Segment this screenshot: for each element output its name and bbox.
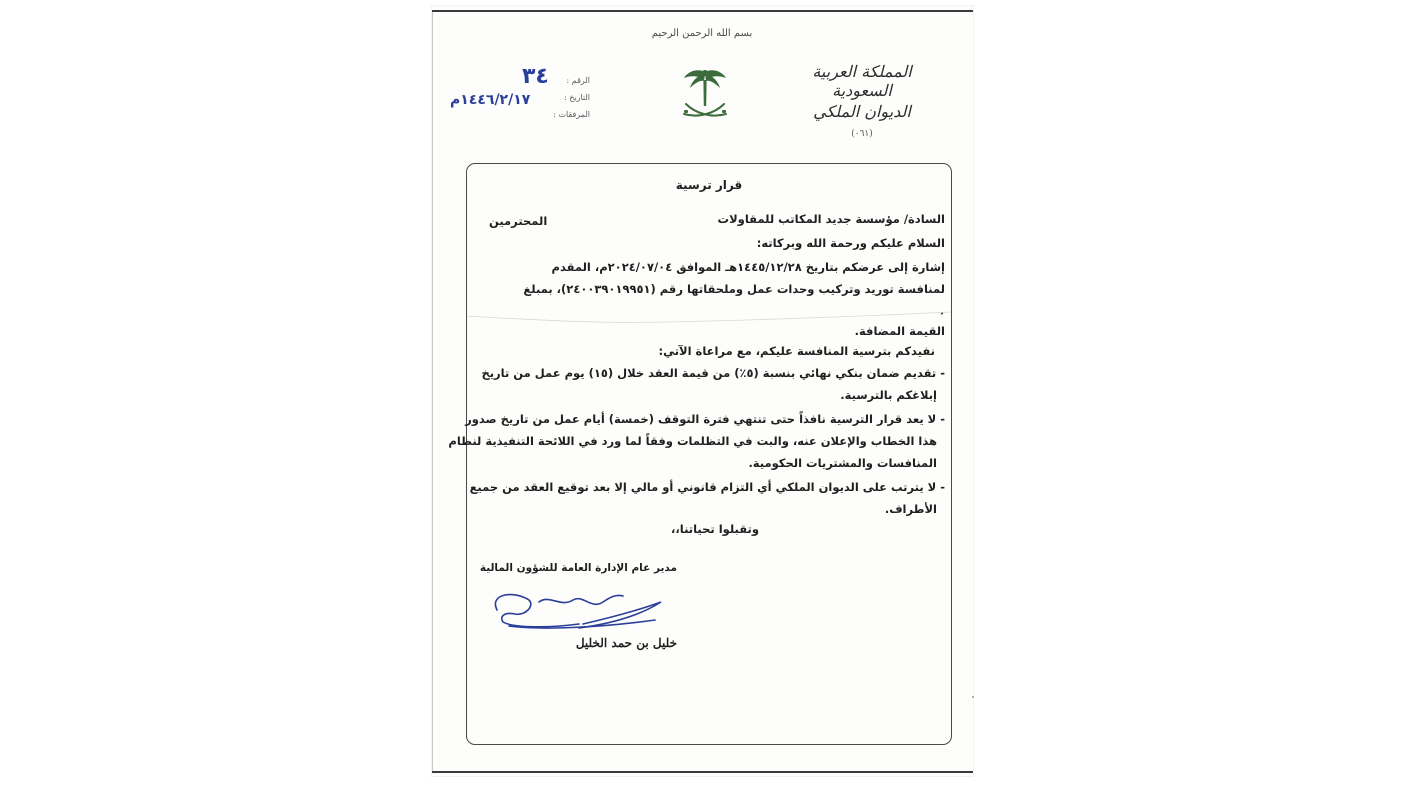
signature-block: [477, 562, 677, 672]
top-rule: [432, 10, 973, 12]
paragraph-line: لمنافسة توريد وتركيب وحدات عمل وملحقاتها رقم (٢٤٠٠٣٩٠١٩٩٥١)، بمبلغ: [523, 282, 945, 296]
greeting: السلام عليكم ورحمة الله وبركاته:: [756, 236, 945, 250]
addressee: السادة/ مؤسسة جديد المكاتب للمقاولات: [717, 212, 945, 226]
condition-line: - لا يعد قرار الترسية نافذاً حتى تنتهي فترة التوقف (خمسة) أيام عمل من تاريخ صدور: [465, 412, 945, 426]
speck: [972, 696, 974, 698]
condition-line: - تقديم ضمان بنكي نهائي بنسبة (٥٪) من قيمة العقد خلال (١٥) يوم عمل من تاريخ: [481, 366, 945, 380]
basmala: بسم الله الرحمن الرحيم: [651, 28, 753, 39]
addressee-honorific: المحترمين: [489, 214, 548, 228]
kingdom-name: المملكة العربية السعودية: [812, 62, 912, 100]
reference-number-value: ٣٤: [522, 64, 549, 89]
condition-line: - لا يترتب على الديوان الملكي أي التزام قانوني أو مالي إلا بعد توقيع العقد من جميع: [469, 480, 945, 494]
document-page: [432, 6, 973, 776]
reference-attachments-label: المرفقات :: [553, 110, 590, 119]
closing: وتقبلوا تحياتنا،،: [671, 522, 759, 536]
condition-line: المنافسات والمشتريات الحكومية.: [748, 456, 937, 470]
letter-frame: [448, 163, 952, 745]
torn-overlay: [467, 294, 951, 328]
letter-title: قرار ترسية: [675, 178, 743, 192]
award-intro: نفيدكم بترسية المنافسة عليكم، مع مراعاة الآتي:: [658, 344, 935, 358]
bottom-rule: [432, 771, 973, 773]
signatory-name: خليل بن حمد الخليل: [575, 636, 677, 650]
signatory-title: مدير عام الإدارة العامة للشؤون المالية: [479, 562, 677, 574]
paragraph-line: إشارة إلى عرضكم بتاريخ ١٤٤٥/١٢/٢٨هـ الموافق ٢٠٢٤/٠٧/٠٤م، المقدم: [551, 260, 945, 274]
palm-swords-emblem-icon: [680, 66, 730, 128]
condition-line: هذا الخطاب والإعلان عنه، والبت في التظلمات وفقاً لما ورد في اللائحة التنفيذية لنظام: [448, 434, 937, 448]
letterhead-title: [787, 62, 937, 139]
reference-date-value: ١٤٤٦/٢/١٧م: [450, 92, 531, 108]
reference-block: [450, 64, 590, 134]
page-edge: [432, 12, 433, 771]
condition-line: الأطراف.: [884, 502, 937, 516]
royal-court-name: الديوان الملكي: [813, 102, 911, 121]
reference-date-label: التاريخ :: [563, 93, 590, 102]
handwritten-signature: [479, 580, 669, 632]
letterhead-code: (٠٦١): [851, 129, 873, 139]
paragraph-line: القيمة المضافة.: [854, 324, 945, 338]
reference-number-label: الرقم :: [566, 76, 590, 85]
condition-line: إبلاغكم بالترسية.: [840, 388, 937, 402]
